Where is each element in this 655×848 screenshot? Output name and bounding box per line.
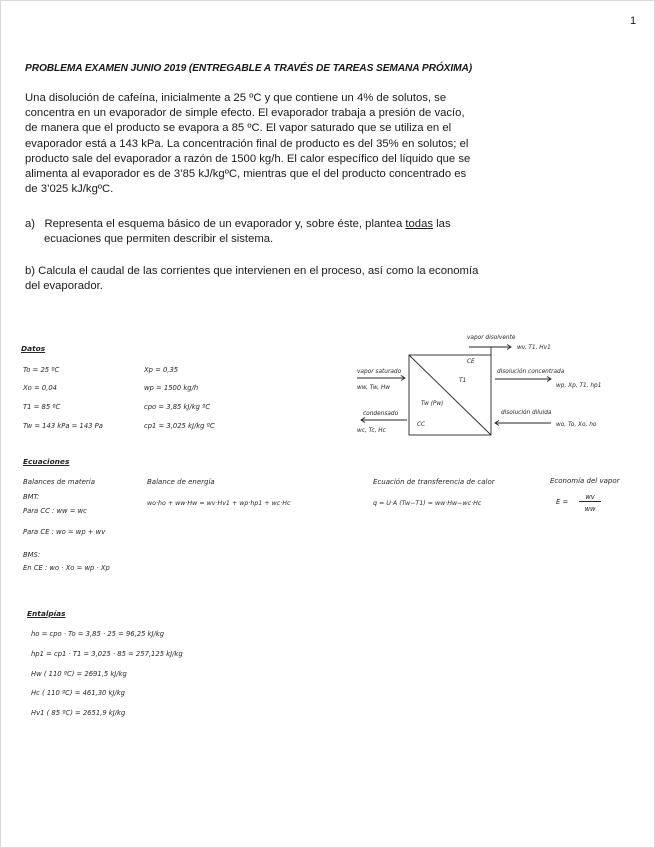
label-vapor-disolvente-vars: wv, T1, Hv1 xyxy=(517,345,551,351)
label-diluida-vars: wo, To, Xo, ho xyxy=(556,422,597,428)
bms-label: BMS: xyxy=(23,551,41,559)
label-vapor-saturado: vapor saturado xyxy=(357,369,402,375)
dato-item: cpo = 3,85 kJ/kg ºC xyxy=(144,403,211,411)
statement-line: de manera que el producto se evapora a 85 ºC. El vapor saturado que se utiliza en el xyxy=(25,122,452,135)
datos-heading: Datos xyxy=(21,344,46,353)
transferencia-calor-title: Ecuación de transferencia de calor xyxy=(373,478,495,486)
question-a-label: a) xyxy=(25,218,36,230)
label-disolucion-concentrada: disolución concentrada xyxy=(497,369,565,375)
dato-item: Xo = 0,04 xyxy=(23,384,57,392)
label-cc: CC xyxy=(417,422,426,428)
balances-materia-title: Balances de materia xyxy=(23,478,96,486)
statement-line: Una disolución de cafeína, inicialmente a 25 ºC y que contiene un 4% de solutos, se xyxy=(25,92,447,104)
problem-statement xyxy=(25,91,505,197)
entalpia-line: Hv1 ( 85 ºC) = 2651,9 kJ/kg xyxy=(31,709,126,717)
problem-title: PROBLEMA EXAMEN JUNIO 2019 (ENTREGABLE A TRAVÉS DE TAREAS SEMANA PRÓXIMA) xyxy=(25,63,473,74)
entalpia-line: hp1 = cp1 · T1 = 3,025 · 85 = 257,125 kJ/kg xyxy=(31,650,183,658)
statement-line: producto sale del evaporador a razón de 1500 kg/h. El calor específico del líquido que se xyxy=(25,152,471,165)
label-condensado: condensado xyxy=(363,411,399,417)
statement-line: de 3’025 kJ/kgºC. xyxy=(25,183,114,196)
ecuaciones-heading: Ecuaciones xyxy=(23,457,70,466)
dato-item: Xp = 0,35 xyxy=(144,366,179,374)
bms-equation: En CE : wo · Xo = wp · Xp xyxy=(23,564,110,572)
dato-item: cp1 = 3,025 kJ/kg ºC xyxy=(144,422,215,430)
entalpia-line: Hc ( 110 ºC) = 461,30 kJ/kg xyxy=(31,689,125,697)
evaporator-diagram xyxy=(351,329,621,441)
label-condensado-vars: wc, Tc, Hc xyxy=(357,428,386,434)
question-a xyxy=(25,217,505,247)
label-vapor-disolvente: vapor disolvente xyxy=(467,335,516,341)
bmt-label: BMT: xyxy=(23,493,40,501)
balance-energia-title: Balance de energía xyxy=(147,478,215,486)
question-a-emphasis: todas xyxy=(405,218,434,230)
statement-line: evaporador está a 143 kPa. La concentración final de producto es del 35% en solutos; el xyxy=(25,137,469,150)
question-b-line: b) Calcula el caudal de las corrientes que intervienen en el proceso, así como la economía xyxy=(25,265,479,277)
economia-denominator: ww xyxy=(584,505,596,513)
entalpia-line: ho = cpo · To = 3,85 · 25 = 96,25 kJ/kg xyxy=(31,630,165,638)
question-a-text: Representa el esquema básico de un evaporador y, sobre éste, plantea xyxy=(44,218,406,230)
label-tw: Tw (Pw) xyxy=(421,401,444,407)
dato-item: To = 25 ºC xyxy=(23,366,60,374)
question-b-line: del evaporador. xyxy=(25,280,103,293)
label-t1: T1 xyxy=(459,378,467,384)
balance-energia-equation: wo·ho + ww·Hw = wv·Hv1 + wp·hp1 + wc·Hc xyxy=(147,500,291,507)
transferencia-calor-equation: q = U·A (Tw−T1) = ww·Hw−wc·Hc xyxy=(373,500,482,507)
dato-item: wp = 1500 kg/h xyxy=(144,384,199,392)
page-number: 1 xyxy=(630,15,637,27)
bmt-ce-equation: Para CE : wo = wp + wv xyxy=(23,528,106,536)
entalpias-heading: Entalpías xyxy=(27,609,66,618)
question-a-line2: ecuaciones que permiten describir el sistema. xyxy=(44,233,274,246)
entalpia-line: Hw ( 110 ºC) = 2691,5 kJ/kg xyxy=(31,670,127,678)
statement-line: concentra en un evaporador de simple efecto. El evaporador trabaja a presión de vacío, xyxy=(25,107,465,120)
dato-item: T1 = 85 ºC xyxy=(23,403,61,411)
question-a-text-end: las xyxy=(433,218,451,230)
statement-line: alimenta al evaporador es de 3’85 kJ/kgºC, mientras que el del producto concentrado es xyxy=(25,168,467,181)
label-ce: CE xyxy=(467,359,475,365)
bmt-cc-equation: Para CC : ww = wc xyxy=(23,507,87,515)
label-vapor-saturado-vars: ww, Tw, Hw xyxy=(357,385,391,391)
economia-numerator: wv xyxy=(579,493,601,502)
dato-item: Tw = 143 kPa = 143 Pa xyxy=(23,422,103,430)
economia-vapor-title: Economía del vapor xyxy=(550,477,620,485)
economia-lhs: E = xyxy=(556,498,569,506)
question-b xyxy=(25,264,505,294)
label-concentrada-vars: wp, Xp, T1, hp1 xyxy=(556,383,602,389)
label-disolucion-diluida: disolución diluida xyxy=(501,410,552,416)
